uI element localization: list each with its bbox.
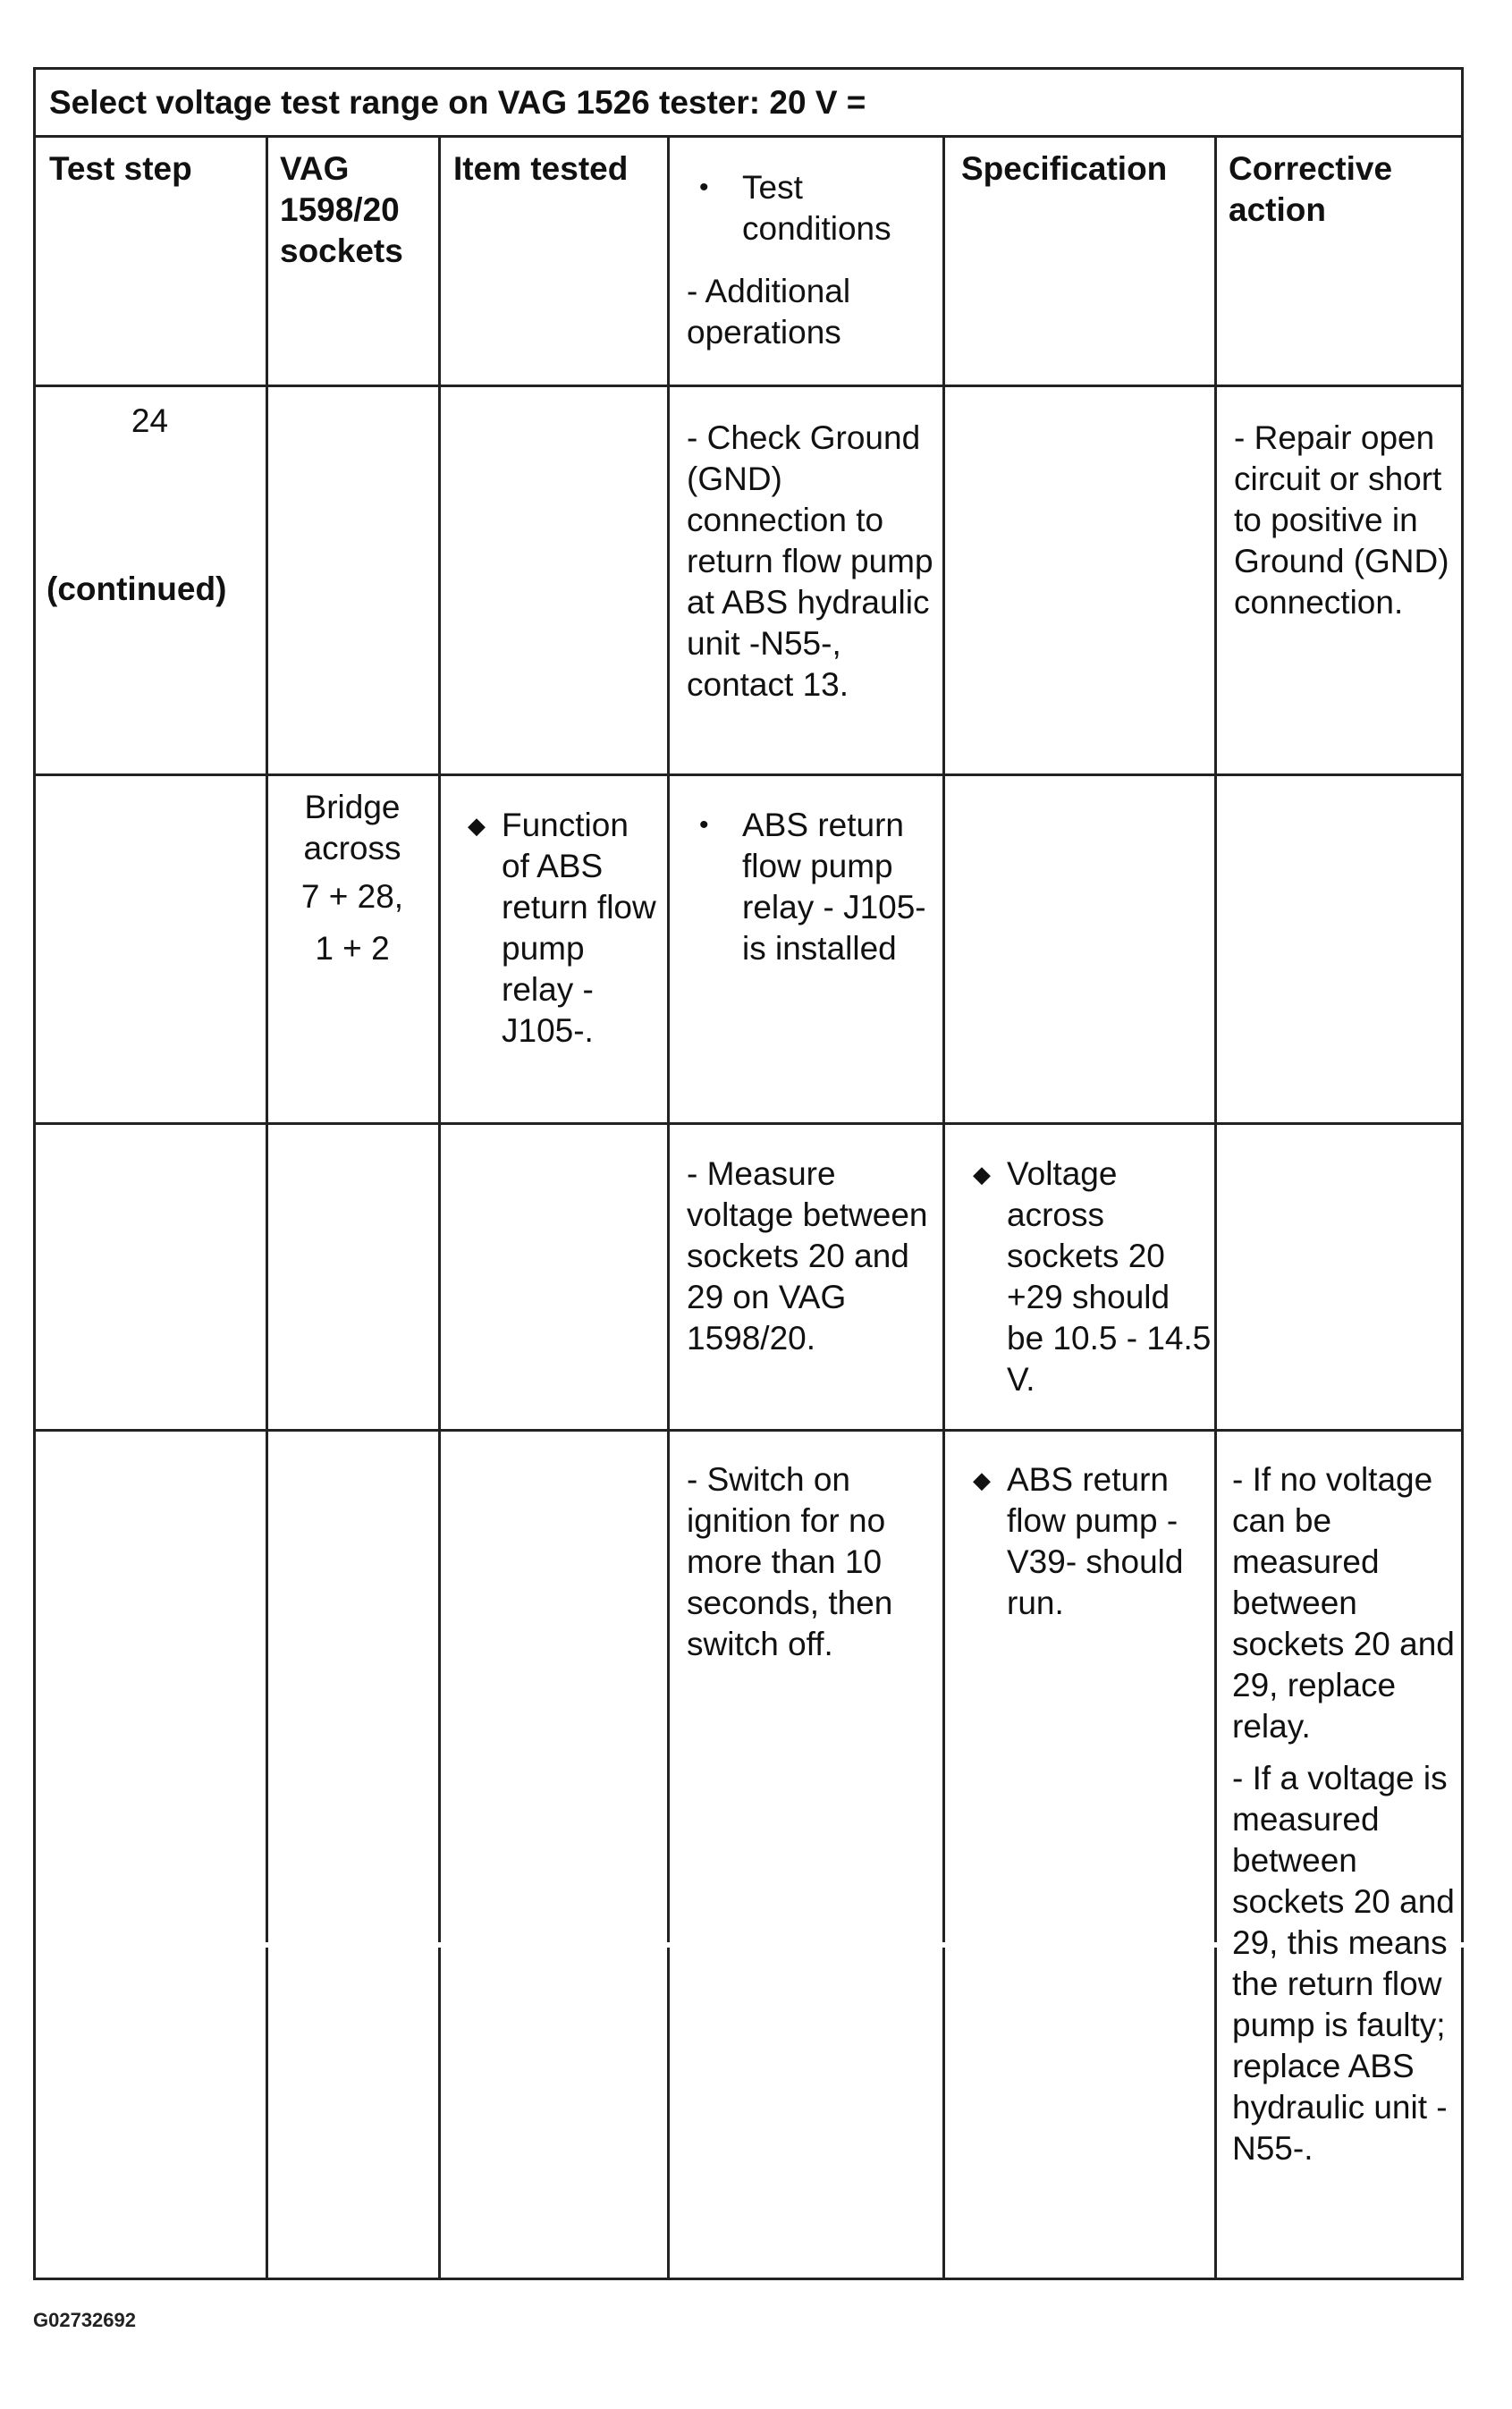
table-rule xyxy=(33,385,1464,387)
header-additional-operations: - Additional operations xyxy=(687,273,851,351)
sockets-bridge-pair-1: 7 + 28, xyxy=(300,878,404,915)
table-rule xyxy=(1214,135,1217,2280)
item-tested-relay xyxy=(452,805,664,1052)
table-rule xyxy=(33,135,1464,138)
header-specification: Specification xyxy=(961,150,1168,187)
operation-measure-voltage: - Measure voltage between sockets 20 and 29 on VAG 1598/20. xyxy=(687,1155,928,1357)
operation-check-ground: - Check Ground (GND) connection to return flow pump at ABS hydraulic unit -N55-, contact 13. xyxy=(687,419,933,703)
bullet-dot-icon: • xyxy=(699,810,709,840)
table-rule xyxy=(942,135,945,2280)
figure-id: G02732692 xyxy=(33,2309,136,2331)
sockets-bridge-pair-2: 1 + 2 xyxy=(315,930,390,967)
condition-relay-installed xyxy=(687,805,941,969)
spec-voltage-range-text: Voltage across sockets 20 +29 should be 10.5 - 14.5 V. xyxy=(1007,1155,1212,1398)
spec-pump-runs xyxy=(957,1459,1212,1624)
table-rule xyxy=(266,135,268,2280)
operation-switch-ignition: - Switch on ignition for no more than 10 seconds, then switch off. xyxy=(687,1461,893,1662)
bullet-dot-icon: • xyxy=(699,173,709,202)
corrective-actions-pump xyxy=(1232,1459,1463,2169)
corrective-replace-hydraulic-unit: - If a voltage is measured between sockets 20 and 29, this means the return flow pump is faulty; replace ABS hydraulic unit -N55-. xyxy=(1232,1760,1455,2167)
corrective-replace-relay: - If no voltage can be measured between sockets 20 and 29, replace relay. xyxy=(1232,1461,1455,1745)
header-item-tested: Item tested xyxy=(453,150,629,187)
sockets-bridge xyxy=(268,787,436,969)
spec-voltage-range xyxy=(957,1154,1212,1400)
spec-pump-runs-text: ABS return flow pump - V39- should run. xyxy=(1007,1461,1184,1621)
header-corrective-action: Corrective action xyxy=(1229,150,1393,228)
header-test-conditions: Test conditions xyxy=(742,169,891,247)
header-test-step: Test step xyxy=(49,150,192,187)
condition-relay-installed-text: ABS return flow pump relay - J105- is installed xyxy=(742,807,926,967)
table-rule xyxy=(438,135,441,2280)
table-rule xyxy=(33,773,1464,776)
table-title: Select voltage test range on VAG 1526 tester: 20 V = xyxy=(49,84,866,121)
header-conditions xyxy=(687,167,937,353)
bullet-diamond-icon: ◆ xyxy=(468,812,486,839)
sockets-bridge-label: Bridge across xyxy=(303,789,401,866)
table-rule xyxy=(33,1429,1464,1432)
table-rule xyxy=(667,135,670,2280)
item-tested-relay-text: Function of ABS return flow pump relay -J105-. xyxy=(502,807,656,1049)
corrective-repair-ground: - Repair open circuit or short to positive in Ground (GND) connection. xyxy=(1234,419,1449,621)
header-sockets: VAG 1598/20 sockets xyxy=(280,150,403,269)
test-step-number: 24 xyxy=(131,402,169,439)
bullet-diamond-icon: ◆ xyxy=(973,1467,991,1493)
test-step-continued: (continued) xyxy=(46,571,227,607)
bullet-diamond-icon: ◆ xyxy=(973,1161,991,1188)
table-rule xyxy=(33,1122,1464,1125)
